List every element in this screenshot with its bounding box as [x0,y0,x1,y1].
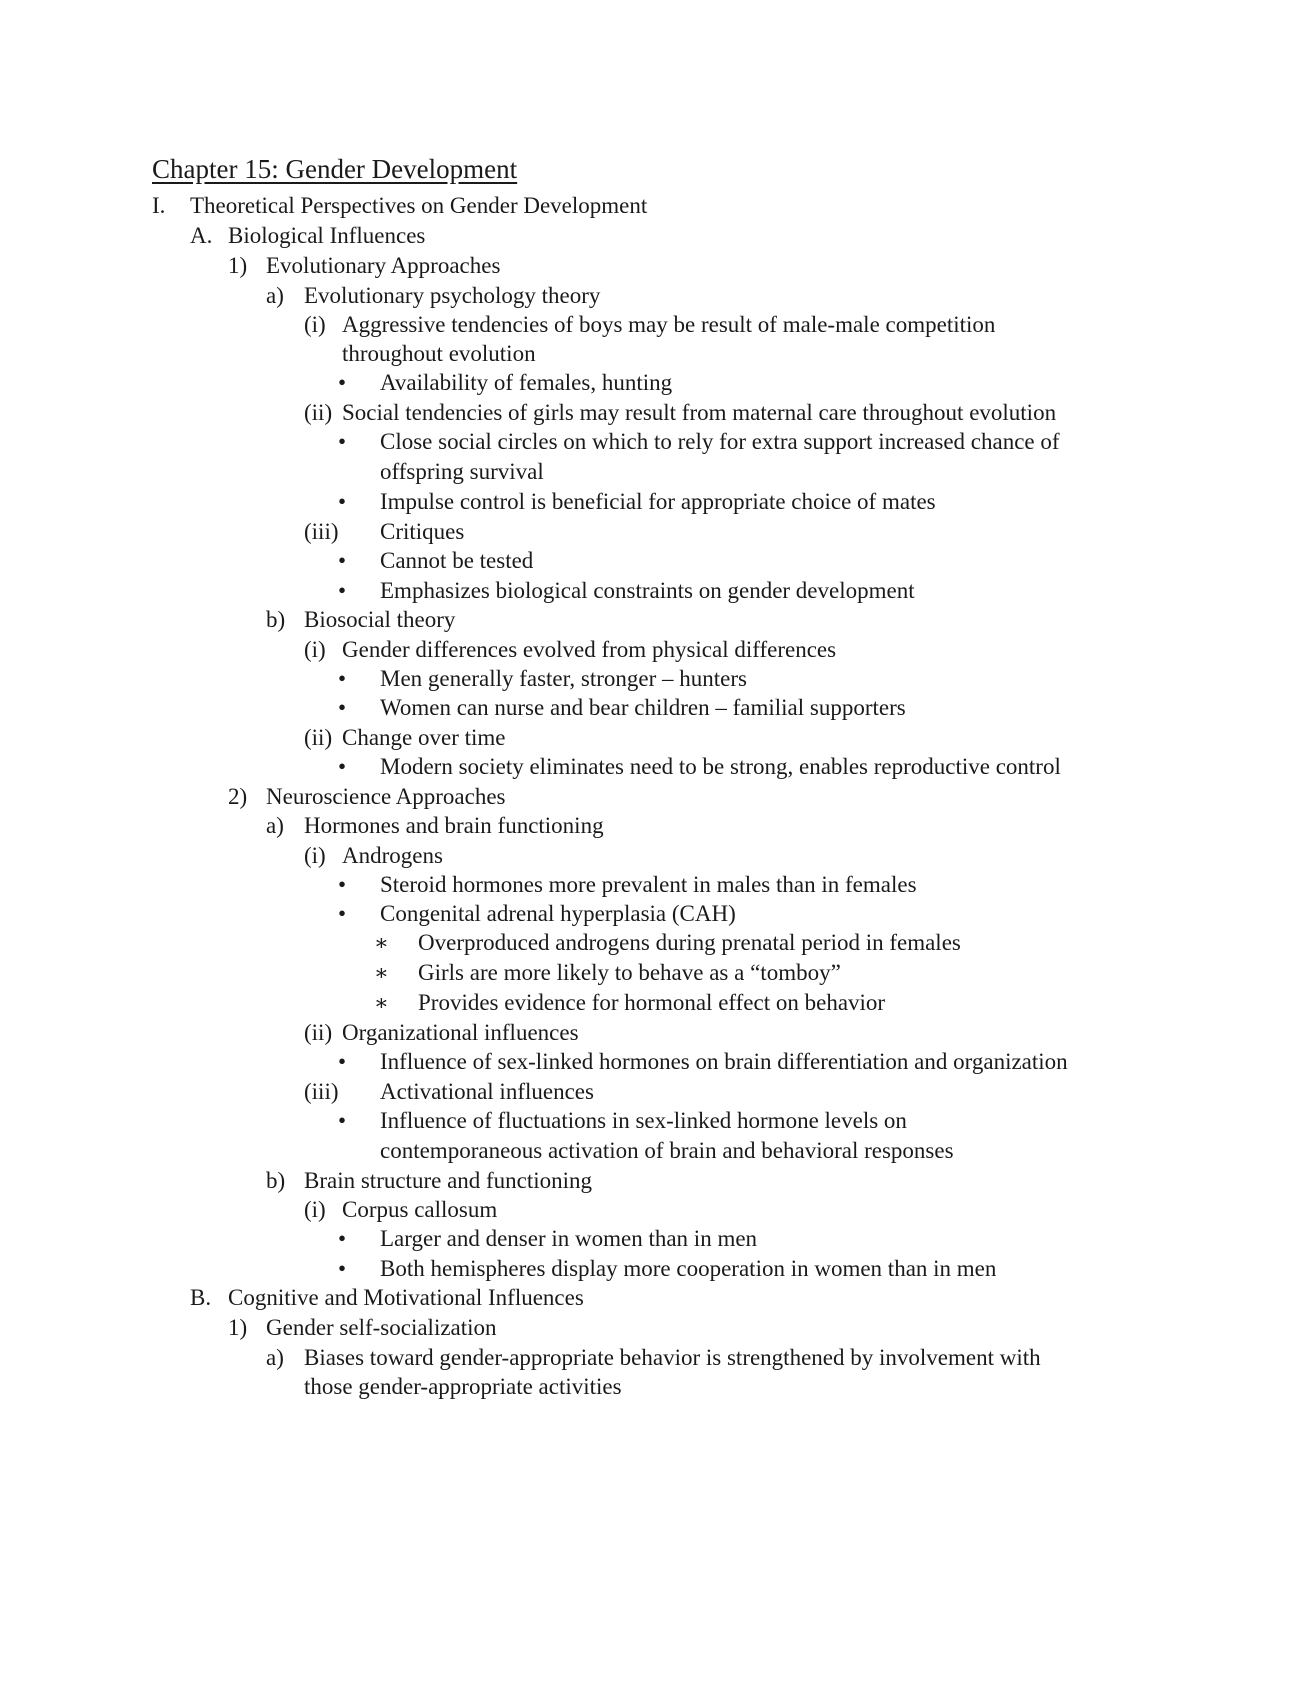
outline-marker: 2) [228,784,248,809]
outline-marker: (iii) [304,519,339,544]
outline-marker: (i) [304,637,326,662]
outline-marker: (i) [304,1197,326,1222]
outline-text: Biases toward gender-appropriate behavior is strengthened by involvement with [304,1345,1041,1370]
outline-text: Corpus callosum [342,1197,498,1222]
outline-text: offspring survival [380,459,544,484]
bullet-icon: • [338,1108,347,1133]
outline-text: Modern society eliminates need to be strong, enables reproductive control [380,754,1061,779]
outline-text: Evolutionary Approaches [266,253,501,278]
outline-text: Influence of fluctuations in sex-linked hormone levels on [380,1108,907,1133]
bullet-icon: • [338,754,347,779]
bullet-icon: • [338,429,347,454]
outline-text: Men generally faster, stronger – hunters [380,666,747,691]
outline-text: Neuroscience Approaches [266,784,506,809]
outline-text: Women can nurse and bear children – familial supporters [380,695,906,720]
chapter-title: Chapter 15: Gender Development [152,154,518,184]
bullet-icon: • [338,1049,347,1074]
outline-marker: A. [190,223,213,248]
outline-text: Theoretical Perspectives on Gender Development [190,193,648,218]
outline-text: Androgens [342,843,443,868]
asterisk-bullet-icon: ∗ [374,960,389,985]
outline-marker: b) [266,1168,286,1193]
bullet-icon: • [338,489,347,514]
outline-marker: (iii) [304,1079,339,1104]
outline-text: Girls are more likely to behave as a “tomboy” [418,960,841,985]
outline-text: Social tendencies of girls may result from maternal care throughout evolution [342,400,1057,425]
outline-text: Aggressive tendencies of boys may be result of male-male competition [342,312,996,337]
outline-marker: a) [266,283,284,308]
outline-marker: (ii) [304,400,333,425]
outline-marker: I. [152,193,166,218]
outline-text: Gender differences evolved from physical differences [342,637,837,662]
outline-text: Organizational influences [342,1020,579,1045]
outline-marker: (ii) [304,725,333,750]
bullet-icon: • [338,695,347,720]
outline-text: contemporaneous activation of brain and behavioral responses [380,1138,954,1163]
outline-marker: (ii) [304,1020,333,1045]
outline-text: Provides evidence for hormonal effect on behavior [418,990,886,1015]
outline-marker: a) [266,813,284,838]
outline-text: Gender self-socialization [266,1315,497,1340]
outline-marker: (i) [304,312,326,337]
outline-text: Evolutionary psychology theory [304,283,601,308]
outline-text: Larger and denser in women than in men [380,1226,758,1251]
outline-text: Emphasizes biological constraints on gender development [380,578,915,603]
asterisk-bullet-icon: ∗ [374,930,389,955]
outline-marker: a) [266,1345,284,1370]
outline-text: those gender-appropriate activities [304,1374,622,1399]
outline-text: Brain structure and functioning [304,1168,593,1193]
outline-text: Influence of sex-linked hormones on brain differentiation and organization [380,1049,1068,1074]
outline-text: Change over time [342,725,506,750]
outline-marker: 1) [228,253,248,278]
bullet-icon: • [338,548,347,573]
bullet-icon: • [338,666,347,691]
outline-text: Congenital adrenal hyperplasia (CAH) [380,901,736,926]
outline-text: Impulse control is beneficial for appropriate choice of mates [380,489,936,514]
outline-text: Critiques [380,519,465,544]
outline-text: Cannot be tested [380,548,534,573]
outline-text: Biological Influences [228,223,426,248]
outline-marker: B. [190,1285,212,1310]
bullet-icon: • [338,1226,347,1251]
outline-text: Steroid hormones more prevalent in males than in females [380,872,917,897]
outline-text: Overproduced androgens during prenatal period in females [418,930,961,955]
bullet-icon: • [338,1256,347,1281]
outline-text: Cognitive and Motivational Influences [228,1285,584,1310]
asterisk-bullet-icon: ∗ [374,990,389,1015]
outline-text: Both hemispheres display more cooperation in women than in men [380,1256,997,1281]
bullet-icon: • [338,370,347,395]
outline-text: Hormones and brain functioning [304,813,604,838]
bullet-icon: • [338,901,347,926]
outline-text: Availability of females, hunting [380,370,673,395]
outline-text: Biosocial theory [304,607,456,632]
outline-text: Activational influences [380,1079,594,1104]
bullet-icon: • [338,872,347,897]
outline-text: Close social circles on which to rely for extra support increased chance of [380,429,1060,454]
outline-marker: (i) [304,843,326,868]
bullet-icon: • [338,578,347,603]
outline-marker: 1) [228,1315,248,1340]
outline-text: throughout evolution [342,341,536,366]
outline-marker: b) [266,607,286,632]
